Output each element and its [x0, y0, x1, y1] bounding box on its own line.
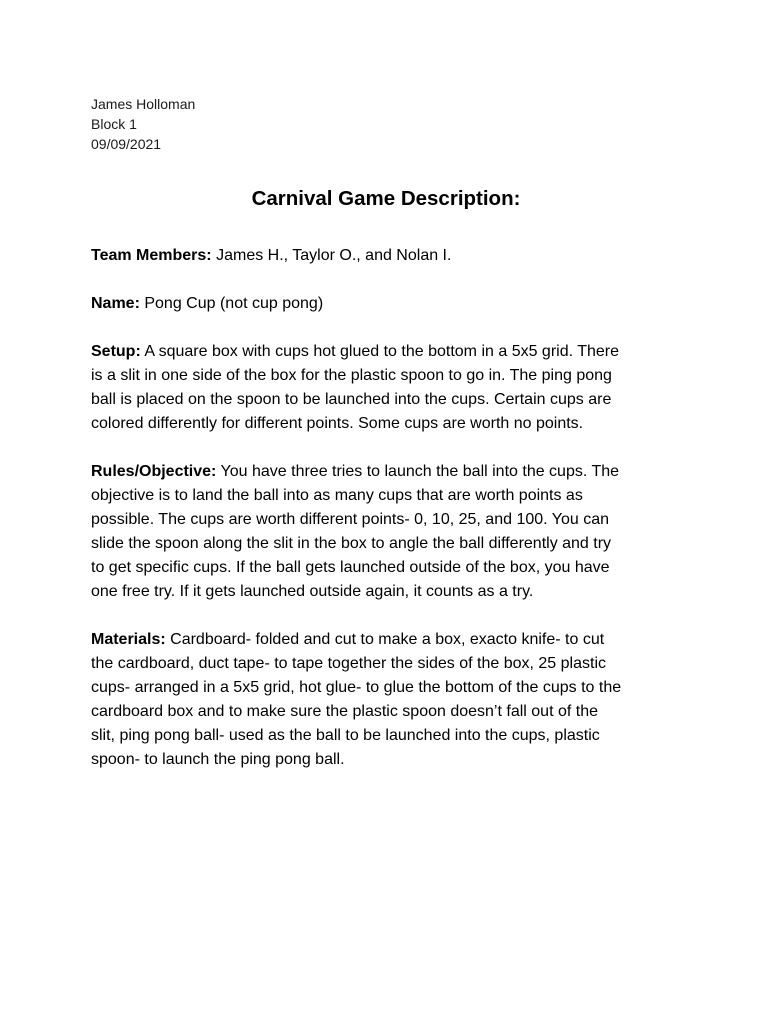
setup-line	[91, 340, 681, 364]
rules-text: You have three tries to launch the ball into the cups. The	[216, 463, 620, 480]
rules-line: to get specific cups. If the ball gets launched outside of the box, you have	[91, 559, 610, 576]
setup-paragraph	[91, 340, 681, 436]
rules-line: slide the spoon along the slit in the box to angle the ball differently and try	[91, 535, 612, 552]
document-page	[91, 94, 681, 772]
materials-paragraph	[91, 628, 681, 772]
setup-label: Setup:	[91, 343, 141, 360]
rules-line: possible. The cups are worth different points- 0, 10, 25, and 100. You can	[91, 511, 609, 528]
materials-text: Cardboard- folded and cut to make a box, exacto knife- to cut	[165, 631, 605, 648]
materials-line: the cardboard, duct tape- to tape together the sides of the box, 25 plastic	[91, 655, 606, 672]
materials-line: cups- arranged in a 5x5 grid, hot glue- to glue the bottom of the cups to the	[91, 679, 622, 696]
rules-objective-label: Rules/Objective:	[91, 463, 217, 480]
materials-line: spoon- to launch the ping pong ball.	[91, 751, 345, 768]
rules-line: objective is to land the ball into as many cups that are worth points as	[91, 487, 583, 504]
materials-line: cardboard box and to make sure the plastic spoon doesn’t fall out of the	[91, 703, 598, 720]
document-title: Carnival Game Description:	[251, 187, 521, 210]
class-block: Block 1	[91, 116, 137, 132]
team-members-line	[91, 244, 681, 268]
setup-line: colored differently for different points. Some cups are worth no points.	[91, 415, 584, 432]
materials-line: slit, ping pong ball- used as the ball to be launched into the cups, plastic	[91, 727, 600, 744]
author-name: James Holloman	[91, 96, 196, 112]
rules-line	[91, 460, 681, 484]
name-text: Pong Cup (not cup pong)	[139, 295, 324, 312]
materials-line	[91, 628, 681, 652]
name-label: Name:	[91, 295, 140, 312]
setup-text: A square box with cups hot glued to the bottom in a 5x5 grid. There	[140, 343, 620, 360]
team-members-paragraph	[91, 244, 681, 268]
rules-line: one free try. If it gets launched outside again, it counts as a try.	[91, 583, 534, 600]
team-members-text: James H., Taylor O., and Nolan I.	[211, 247, 452, 264]
materials-label: Materials:	[91, 631, 166, 648]
name-paragraph	[91, 292, 681, 316]
team-members-label: Team Members:	[91, 247, 212, 264]
setup-line: is a slit in one side of the box for the plastic spoon to go in. The ping pong	[91, 367, 612, 384]
rules-objective-paragraph	[91, 460, 681, 604]
setup-line: ball is placed on the spoon to be launched into the cups. Certain cups are	[91, 391, 612, 408]
document-date: 09/09/2021	[91, 136, 162, 152]
name-line	[91, 292, 681, 316]
